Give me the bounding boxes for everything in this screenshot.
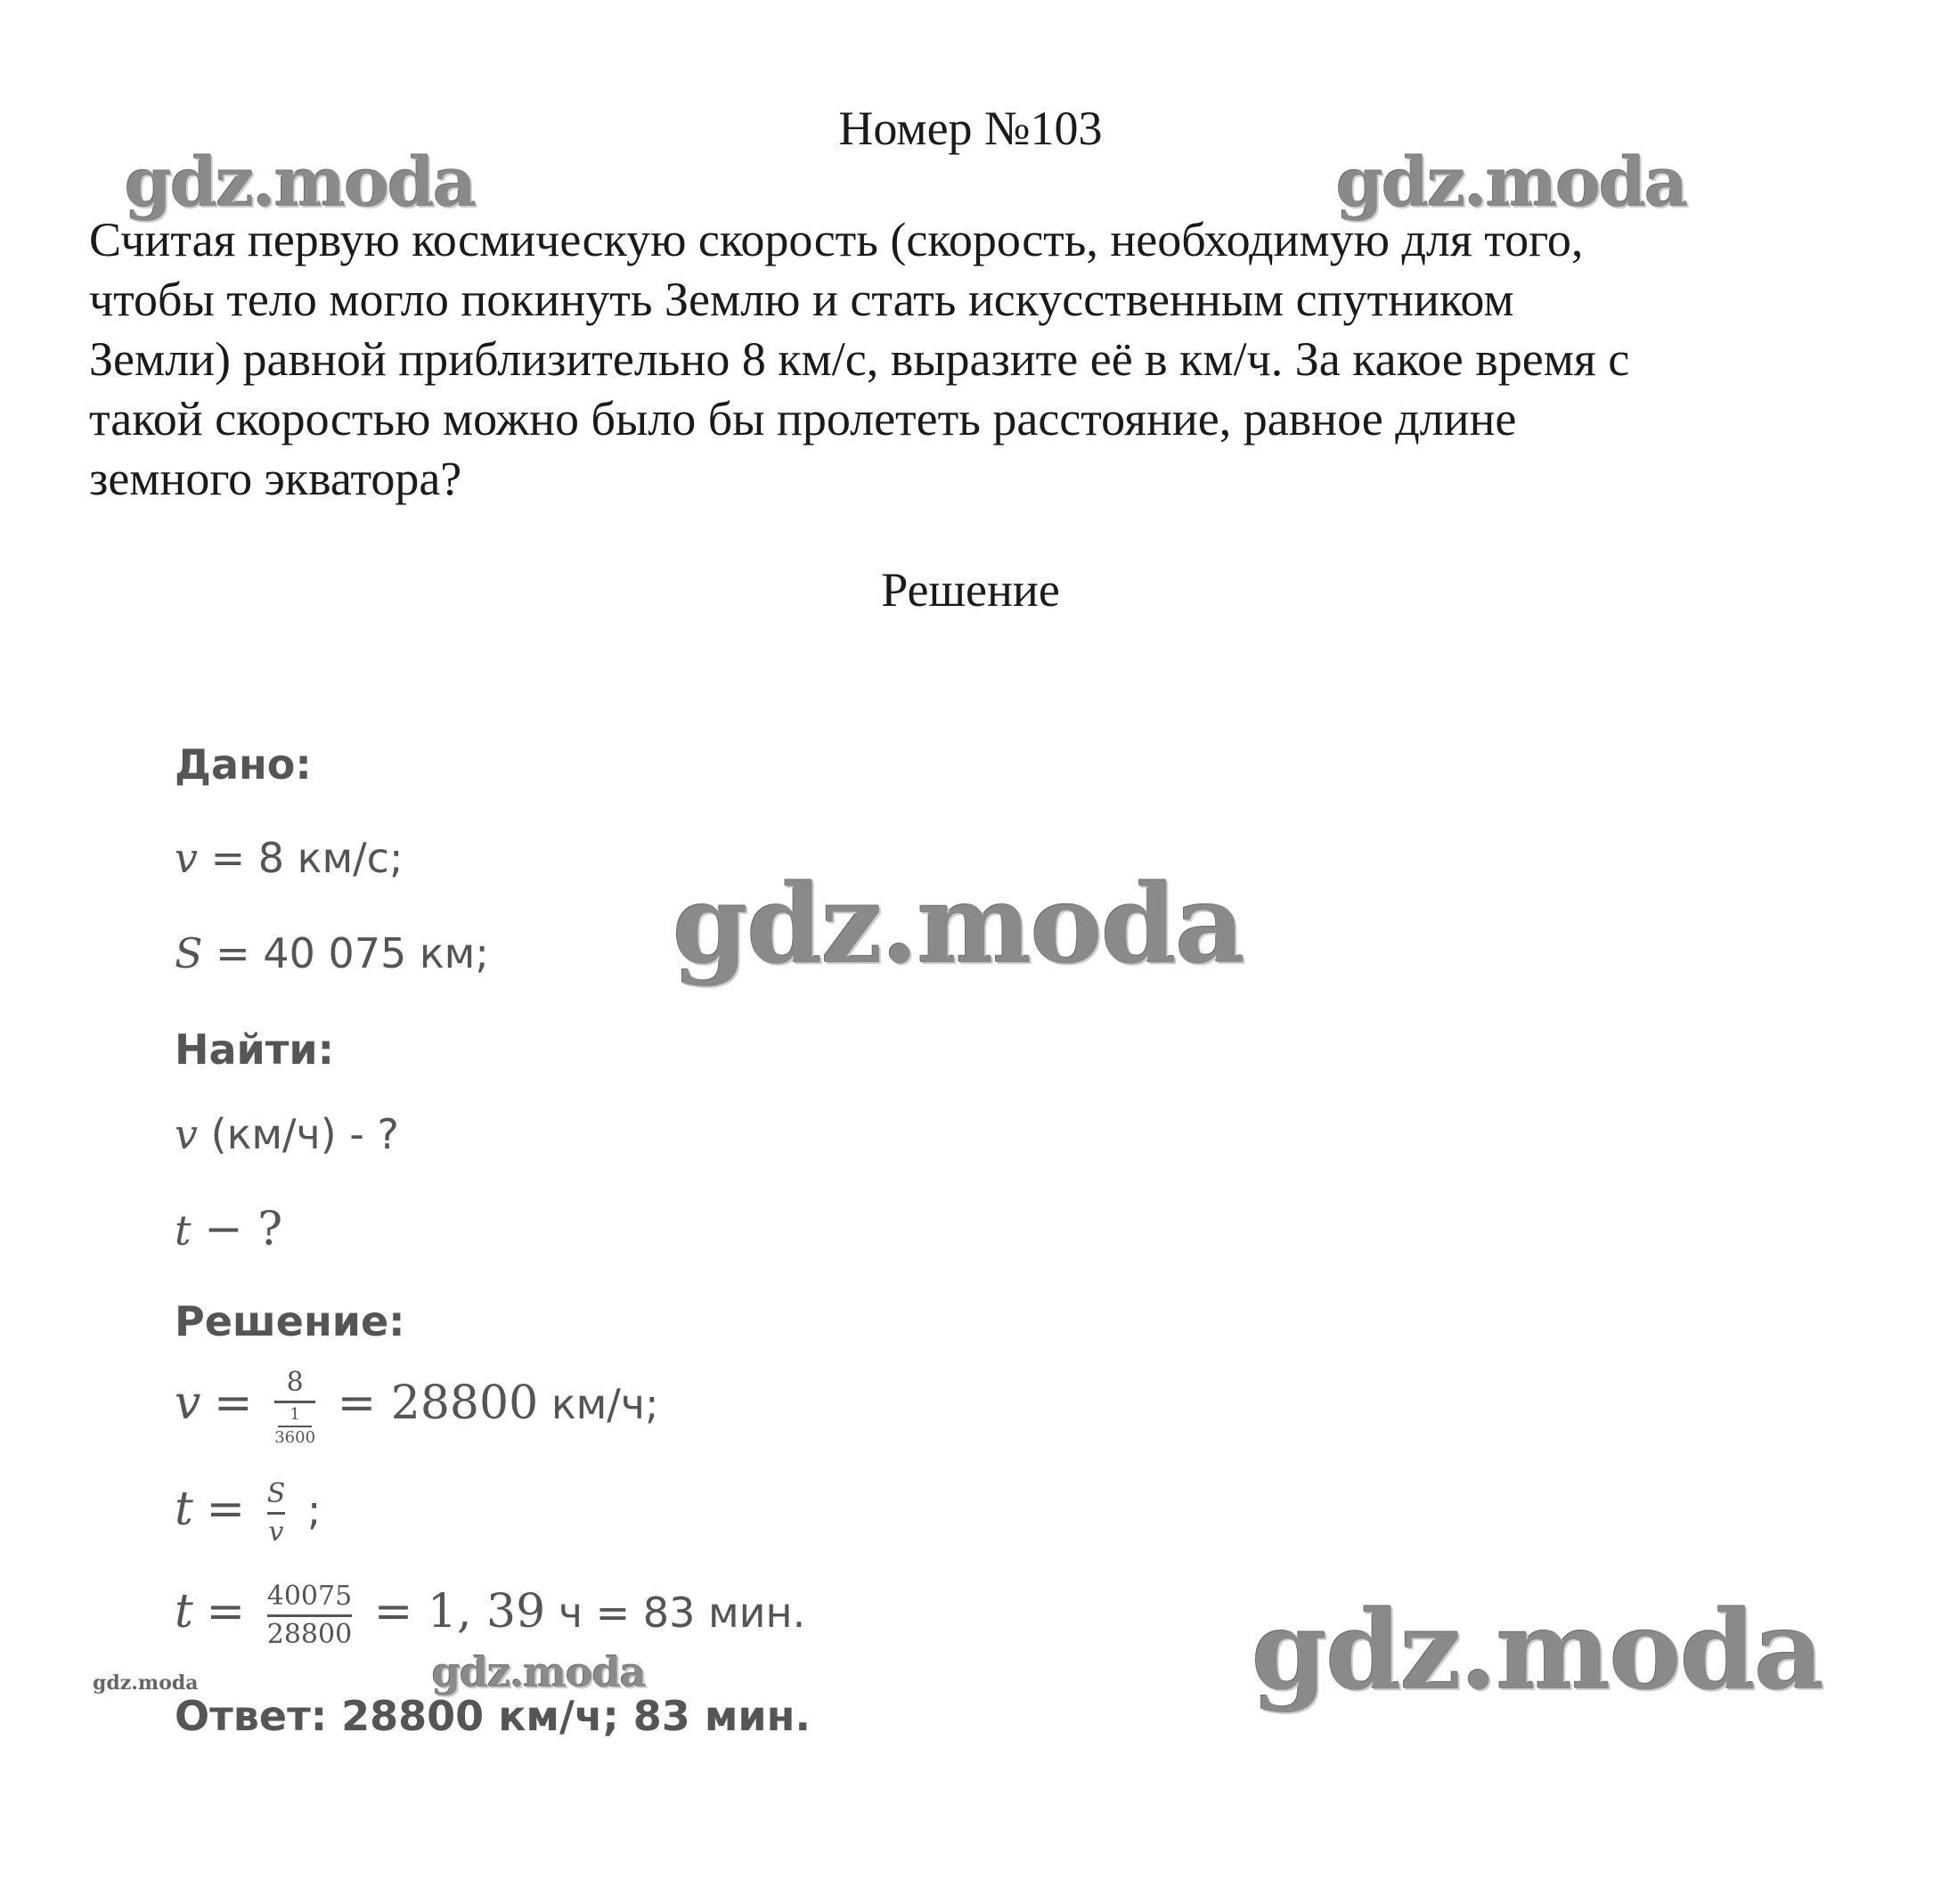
time-unit: ч = 83 мин. [558,1589,806,1637]
var-t: t [175,1206,192,1254]
find-label: Найти: [175,1026,335,1074]
problem-line: Считая первую космическую скорость (скорость, необходимую для того, [89,213,1584,266]
find-time-text: − ? [204,1203,283,1256]
given-velocity [175,833,403,883]
equation-velocity [175,1368,658,1447]
watermark: gdz.moda [93,1671,199,1695]
inner-fraction-bar [278,1426,312,1427]
equals-sign: = [206,1483,246,1536]
var-v: v [175,1377,201,1430]
var-t: t [175,1585,193,1638]
watermark: gdz.moda [432,1648,646,1696]
find-velocity-text: (км/ч) - ? [210,1110,399,1158]
given-distance-value: = 40 075 км; [216,929,489,977]
fraction [267,1479,286,1548]
fraction-bar [267,1614,352,1617]
time-result: = 1, 39 [373,1585,546,1638]
equation-time-value [175,1581,805,1650]
fraction-numerator: S [266,1478,286,1509]
problem-line: такой скоростью можно было бы пролететь расстояние, равное длине [89,392,1517,445]
fraction-denominator: 28800 [266,1619,353,1650]
watermark: gdz.moda [1336,143,1687,222]
given-distance [175,928,489,978]
find-velocity [175,1109,399,1159]
find-time [175,1205,282,1255]
fraction-numerator: 40075 [266,1581,353,1612]
solution-heading: Решение [881,563,1060,617]
watermark: gdz.moda [125,143,476,222]
fraction-bar [267,1512,286,1515]
problem-line: земного экватора? [89,452,462,505]
semicolon: ; [306,1486,322,1534]
problem-line: Земли) равной приблизительно 8 км/с, выразите её в км/ч. За какое время с [89,332,1630,386]
var-s: S [175,929,203,977]
problem-line: чтобы тело могло покинуть Землю и стать искусственным спутником [89,273,1514,326]
var-v: v [175,1110,198,1158]
equation-time-formula [175,1479,321,1548]
fraction [267,1581,352,1650]
inner-denominator: 3600 [274,1428,316,1447]
velocity-unit: км/ч; [550,1380,659,1428]
problem-text [89,210,1871,509]
fraction-bar [274,1401,315,1403]
fraction-numerator: 8 [286,1367,304,1398]
page-heading: Номер №103 [838,102,1103,155]
fraction-denominator: v [268,1516,284,1548]
given-velocity-value: = 8 км/с; [210,834,404,882]
solution-label: Решение: [175,1297,405,1345]
equals-sign: = [214,1377,253,1430]
velocity-result: = 28800 [337,1377,539,1430]
var-v: v [175,834,198,882]
watermark: gdz.moda [1252,1586,1823,1714]
fraction [274,1368,315,1447]
given-label: Дано: [175,740,312,789]
var-t: t [175,1483,193,1536]
fraction-denominator [274,1406,315,1447]
equals-sign: = [206,1585,246,1638]
answer: Ответ: 28800 км/ч; 83 мин. [175,1692,811,1740]
watermark: gdz.moda [673,860,1244,988]
inner-numerator: 1 [290,1405,300,1424]
